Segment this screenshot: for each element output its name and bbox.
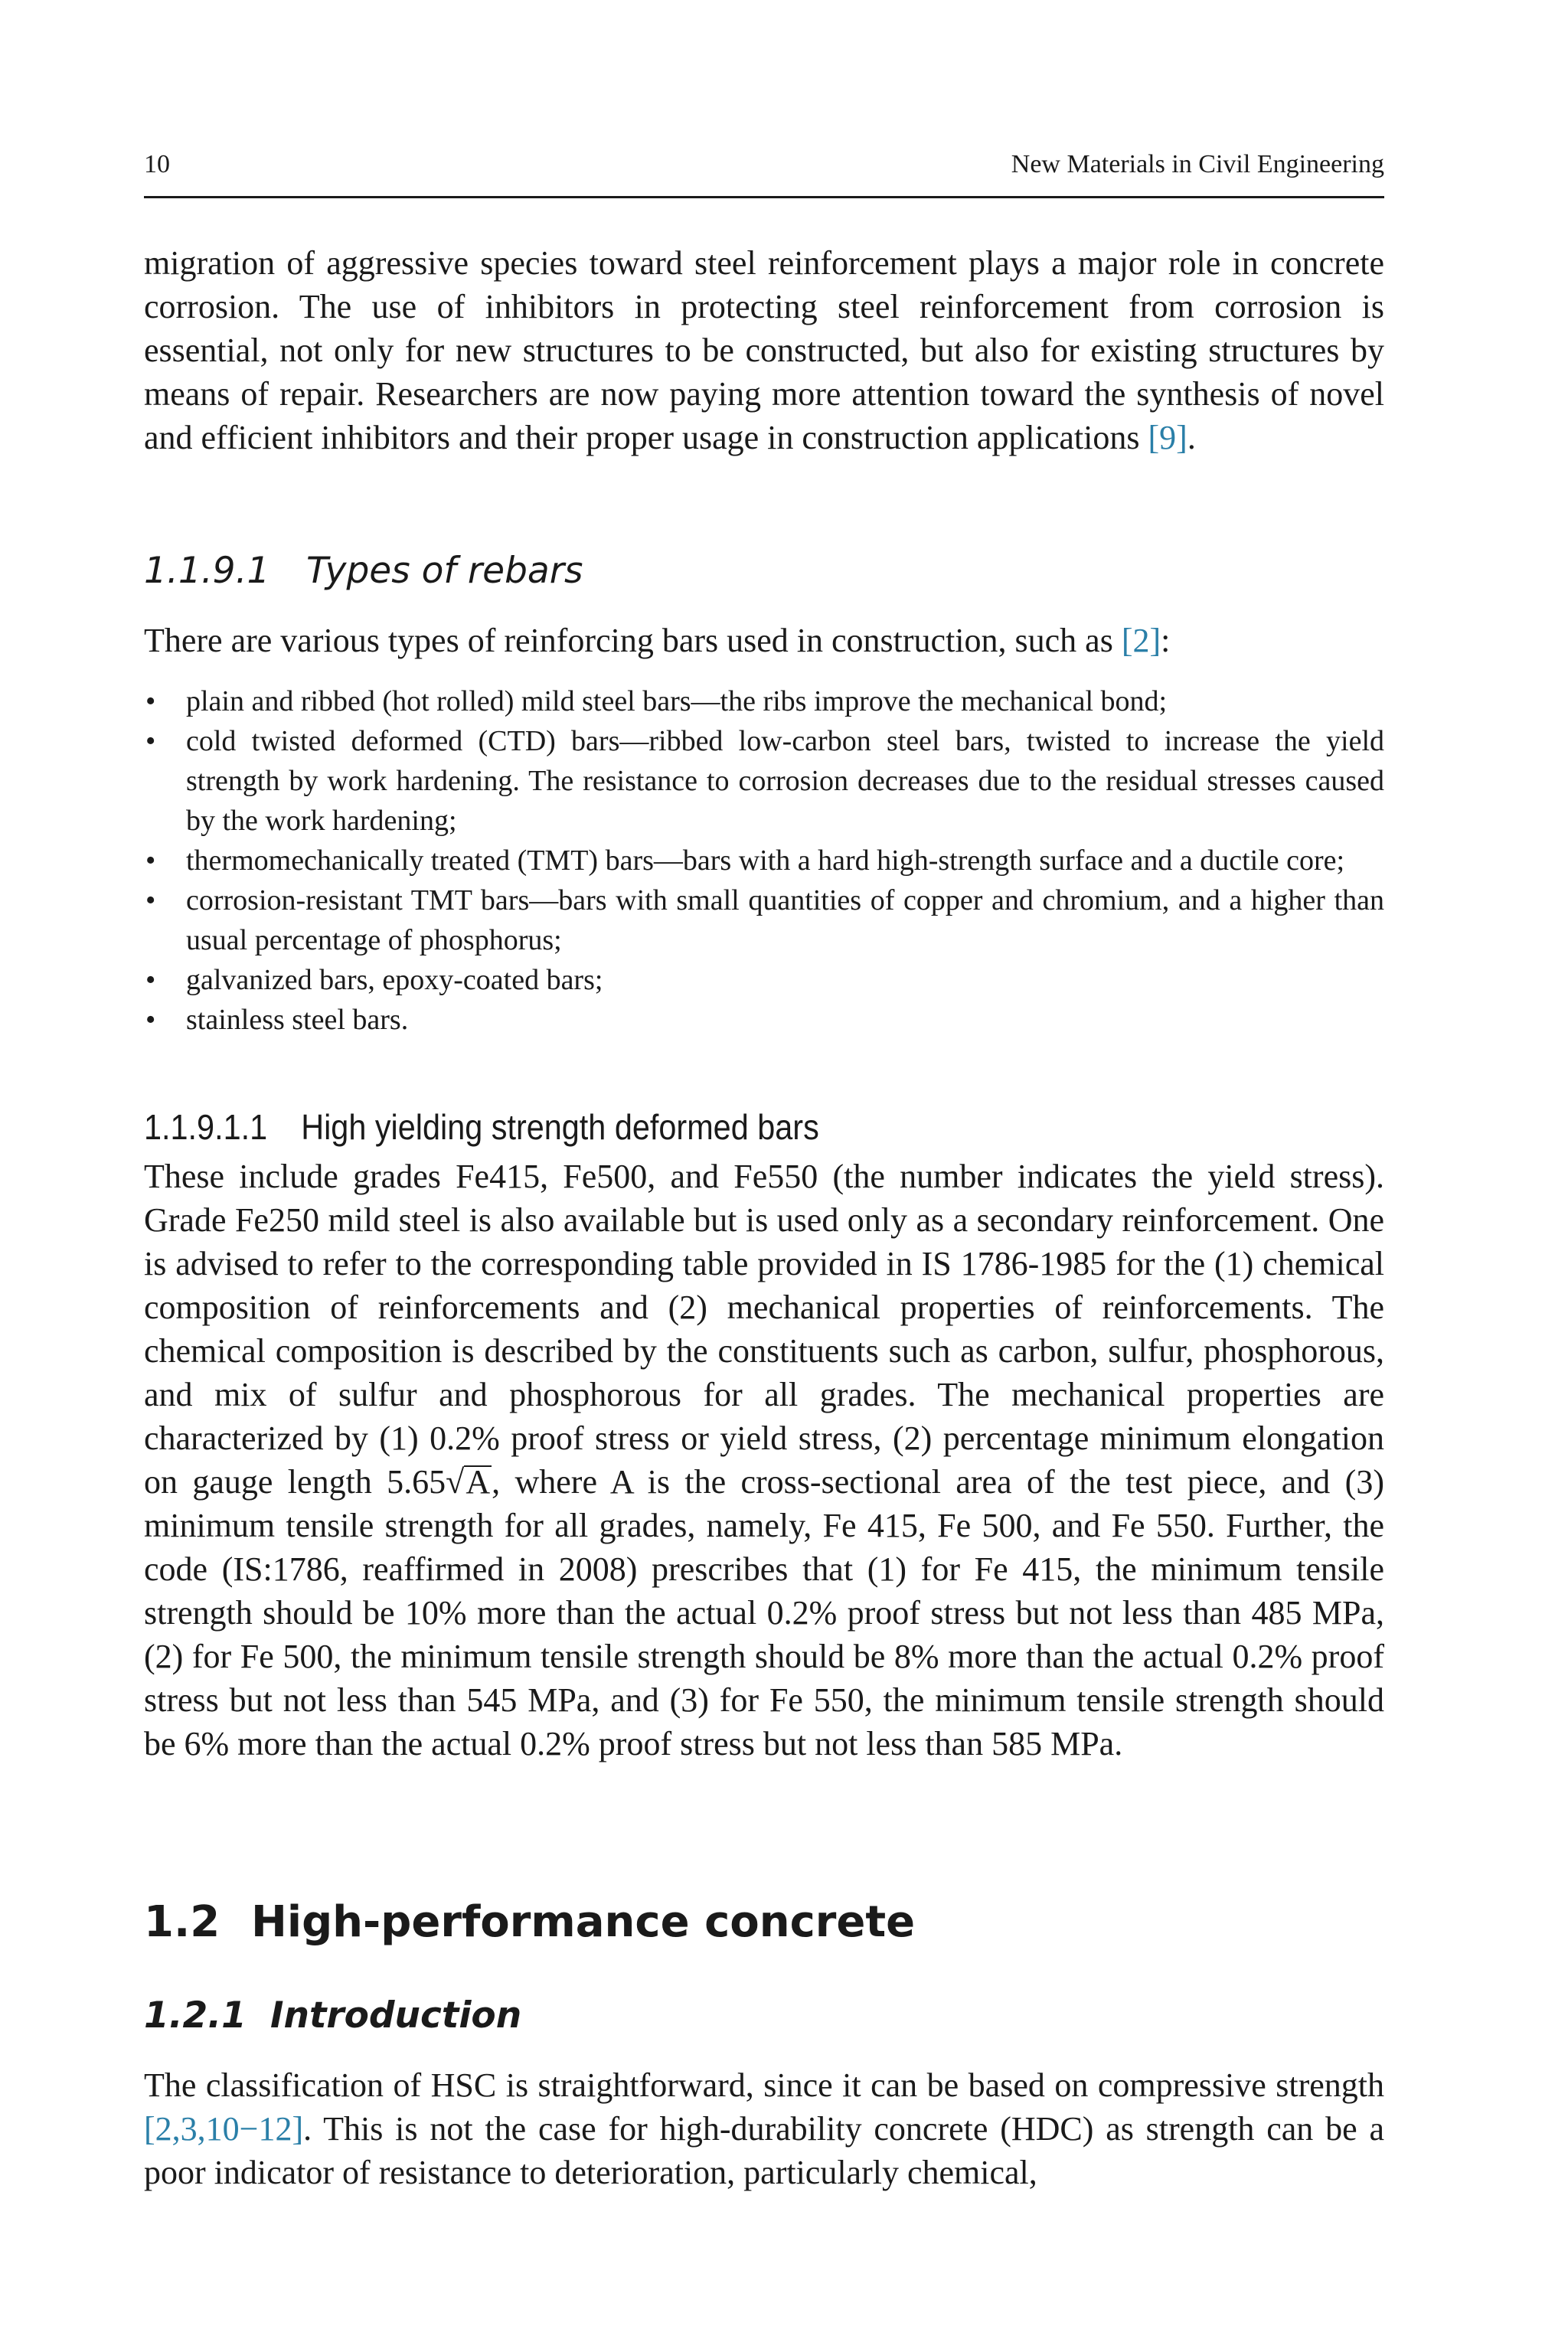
running-header: [144, 145, 1384, 198]
list-item: [144, 721, 1384, 841]
bullet-glyph: •: [145, 1004, 156, 1036]
paragraph-end: :: [1161, 622, 1171, 659]
heading-high-yielding-bars: [144, 1106, 819, 1148]
paragraph-corrosion-inhibitors: [144, 241, 1384, 459]
list-item: [144, 1000, 1384, 1040]
paragraph-hsc-classification: [144, 2063, 1384, 2194]
list-item-text: stainless steel bars.: [186, 1004, 409, 1036]
list-item-text: thermomechanically treated (TMT) bars—bars with a hard high-strength surface and a ductile core;: [186, 844, 1345, 877]
heading-number: 1.1.9.1.1: [144, 1107, 268, 1147]
paragraph-text: There are various types of reinforcing bars used in construction, such as: [144, 622, 1122, 659]
rebar-types-list: [144, 681, 1384, 1040]
list-item-text: galvanized bars, epoxy-coated bars;: [186, 964, 603, 996]
list-item: [144, 841, 1384, 880]
paragraph-text: The classification of HSC is straightforward, since it can be based on compressive strength: [144, 2066, 1384, 2104]
bullet-glyph: •: [145, 685, 156, 717]
heading-title: Types of rebars: [306, 550, 583, 592]
paragraph-text-continued: , where A is the cross-sectional area of the test piece, and (3) minimum tensile strength for all grades, namely, Fe 415, Fe 500, and Fe 550. Further, the code (IS:1786, reaffirmed in 2008) prescribes that (1) for Fe 415, the minimum tensile strength should be 10% more than the actual 0.2% proof stress but not less than 485 MPa, (2) for Fe 500, the minimum tensile strength should be 8% more than the actual 0.2% proof stress but not less than 545 MPa, and (3) for Fe 550, the minimum tensile strength should be 6% more than the actual 0.2% proof stress but not less than 585 MPa.: [144, 1463, 1384, 1762]
heading-title: Introduction: [270, 1994, 522, 2037]
paragraph-text: migration of aggressive species toward steel reinforcement plays a major role in concrete corrosion. The use of inhibitors in protecting steel reinforcement from corrosion is essential, not only for new structures to be constructed, but also for existing structures by means of repair. Researchers are now paying more attention toward the synthesis of novel and efficient inhibitors and their proper usage in construction applications: [144, 244, 1384, 456]
paragraph-end: .: [1187, 419, 1196, 456]
list-item-text: plain and ribbed (hot rolled) mild steel bars—the ribs improve the mechanical bond;: [186, 685, 1168, 717]
heading-introduction: [144, 1994, 521, 2037]
citation-link[interactable]: [9]: [1148, 419, 1187, 456]
bullet-glyph: •: [145, 884, 156, 916]
list-item-text: cold twisted deformed (CTD) bars—ribbed low-carbon steel bars, twisted to increase the yield strength by work hardening. The resistance to corrosion decreases due to the residual stresses caused by the work hardening;: [186, 725, 1384, 837]
list-item-text: corrosion-resistant TMT bars—bars with small quantities of copper and chromium, and a higher than usual percentage of phosphorus;: [186, 884, 1384, 956]
paragraph-rebar-intro: [144, 619, 1384, 662]
paragraph-text: These include grades Fe415, Fe500, and Fe550 (the number indicates the yield stress). Grade Fe250 mild steel is also available but is used only as a secondary reinforcement. One is advised to refer to the corresponding table provided in IS 1786-1985 for the (1) chemical composition of reinforcements and (2) mechanical properties of reinforcements. The chemical composition is described by the constituents such as carbon, sulfur, phosphorous, and mix of sulfur and phosphorous for all grades. The mechanical properties are characterized by (1) 0.2% proof stress or yield stress, (2) percentage minimum elongation on gauge length 5.65: [144, 1158, 1384, 1501]
page-number: 10: [144, 150, 170, 178]
citation-link[interactable]: [2,3,10−12]: [144, 2110, 304, 2148]
list-item: [144, 960, 1384, 1000]
heading-types-of-rebars: [144, 550, 583, 592]
heading-number: 1.1.9.1: [144, 550, 270, 592]
sqrt-symbol: √: [446, 1463, 465, 1501]
paragraph-text-continued: . This is not the case for high-durability concrete (HDC) as strength can be a poor indicator of resistance to deterioration, particularly chemical,: [144, 2110, 1384, 2191]
heading-number: 1.2.1: [144, 1994, 247, 2037]
citation-link[interactable]: [2]: [1121, 622, 1161, 659]
bullet-glyph: •: [145, 725, 156, 757]
heading-title: High yielding strength deformed bars: [301, 1107, 819, 1147]
bullet-glyph: •: [145, 844, 156, 877]
sqrt-argument: A: [466, 1463, 491, 1501]
running-title: New Materials in Civil Engineering: [1011, 150, 1384, 178]
heading-number: 1.2: [144, 1897, 220, 1947]
list-item: [144, 880, 1384, 960]
paragraph-high-yield-grades: [144, 1155, 1384, 1766]
list-item: [144, 681, 1384, 721]
heading-title: High-performance concrete: [251, 1897, 916, 1947]
bullet-glyph: •: [145, 964, 156, 996]
heading-high-performance-concrete: [144, 1897, 915, 1947]
